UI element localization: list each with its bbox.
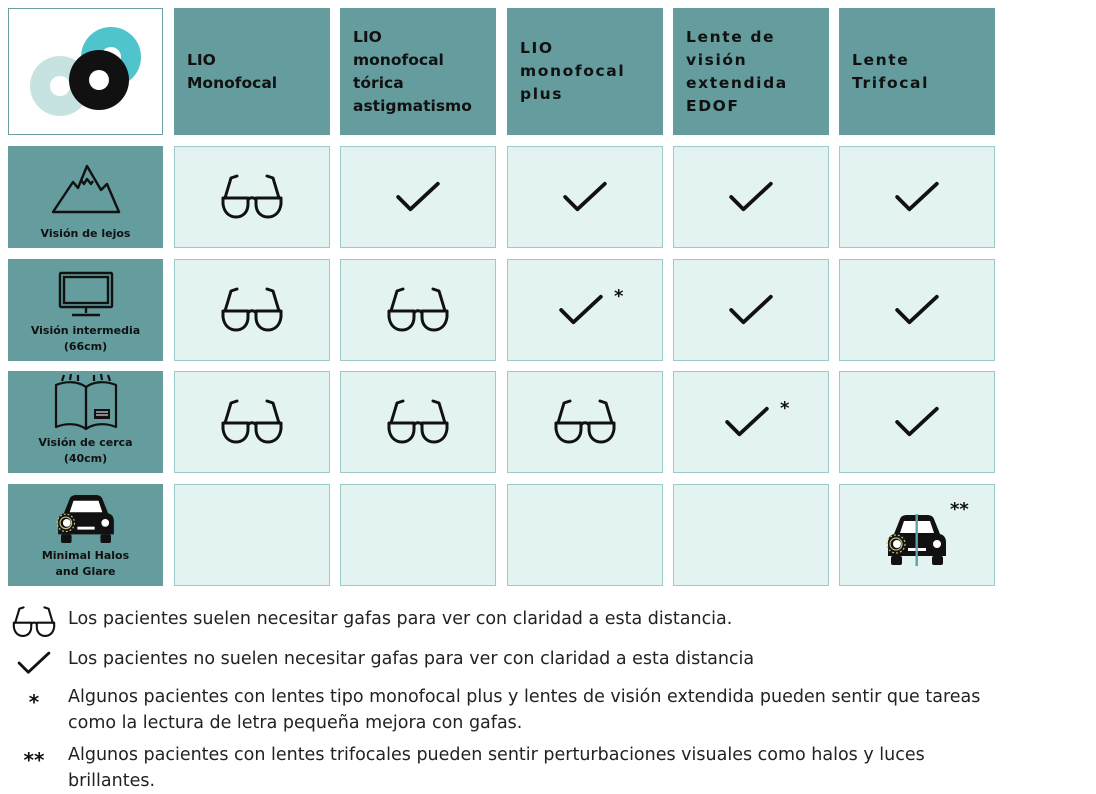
column-header-label: Lente de visión extendida EDOF (686, 27, 788, 115)
row-header (8, 371, 163, 473)
column-header (839, 8, 995, 135)
legend-symbol (8, 748, 60, 772)
asterisk-mark: * (614, 286, 624, 307)
legend-text: Los pacientes suelen necesitar gafas para ver con claridad a esta distancia. (68, 609, 733, 629)
logo-icon (9, 9, 164, 136)
check-icon (17, 650, 51, 676)
legend-symbol (8, 690, 60, 714)
row-header-label: Visión de cerca (40cm) (38, 436, 133, 465)
legend-text: Algunos pacientes con lentes trifocales pueden sentir perturbaciones visuales como halos y luces brillantes. (68, 745, 925, 791)
glasses-icon (219, 399, 285, 445)
glasses-icon (552, 399, 618, 445)
table-cell (340, 371, 496, 473)
column-header-label: LIO Monofocal (187, 50, 278, 92)
table-cell (839, 371, 995, 473)
table-cell (839, 259, 995, 361)
car-glare-icon (56, 494, 116, 544)
column-header-label: Lente Trifocal (852, 50, 929, 92)
table-cell (673, 259, 829, 361)
column-header (507, 8, 663, 135)
check-icon (558, 293, 604, 327)
table-cell (839, 484, 995, 586)
table-cell (174, 371, 330, 473)
table-cell (174, 146, 330, 248)
monitor-icon (58, 271, 114, 317)
row-header-label: Visión de lejos (40, 227, 131, 240)
check-icon (562, 180, 608, 214)
glasses-icon (385, 399, 451, 445)
glasses-icon (11, 606, 57, 638)
legend-text: Algunos pacientes con lentes tipo monofocal plus y lentes de visión extendida pueden sentir que tareas como la lectura de letra pequeña mejora con gafas. (68, 687, 981, 733)
table-cell (673, 146, 829, 248)
legend-symbol (8, 650, 60, 676)
logo-cell (8, 8, 163, 135)
check-icon (894, 180, 940, 214)
row-header-label: Visión intermedia (66cm) (30, 324, 141, 353)
row-header (8, 259, 163, 361)
row-header (8, 146, 163, 248)
legend-text: Los pacientes no suelen necesitar gafas para ver con claridad a esta distancia (68, 649, 755, 669)
table-cell (340, 259, 496, 361)
asterisk-symbol: * (28, 690, 40, 714)
table-cell (340, 146, 496, 248)
column-header (673, 8, 829, 135)
check-icon (894, 293, 940, 327)
asterisk-mark: * (780, 398, 790, 419)
glasses-icon (219, 287, 285, 333)
table-cell (507, 484, 663, 586)
check-icon (894, 405, 940, 439)
table-cell (340, 484, 496, 586)
glasses-icon (385, 287, 451, 333)
check-icon (724, 405, 770, 439)
glasses-icon (219, 174, 285, 220)
car-glare-icon (886, 514, 948, 566)
mountain-icon (51, 162, 121, 214)
column-header (174, 8, 330, 135)
legend-symbol (8, 606, 60, 638)
asterisk-mark: ** (950, 499, 969, 520)
column-header-label: LIO monofocal plus (520, 39, 626, 103)
check-icon (728, 293, 774, 327)
table-cell (673, 484, 829, 586)
table-cell (174, 259, 330, 361)
asterisk-symbol: ** (23, 748, 45, 772)
book-icon (54, 373, 118, 431)
check-icon (395, 180, 441, 214)
column-header (340, 8, 496, 135)
table-cell (673, 371, 829, 473)
table-cell (507, 146, 663, 248)
column-header-label: LIO monofocal tórica astigmatismo (353, 27, 472, 115)
row-header (8, 484, 163, 586)
check-icon (728, 180, 774, 214)
table-cell (507, 371, 663, 473)
table-cell (507, 259, 663, 361)
table-cell (174, 484, 330, 586)
logo-rings (30, 27, 141, 116)
table-cell (839, 146, 995, 248)
row-header-label: Minimal Halos and Glare (41, 549, 130, 578)
